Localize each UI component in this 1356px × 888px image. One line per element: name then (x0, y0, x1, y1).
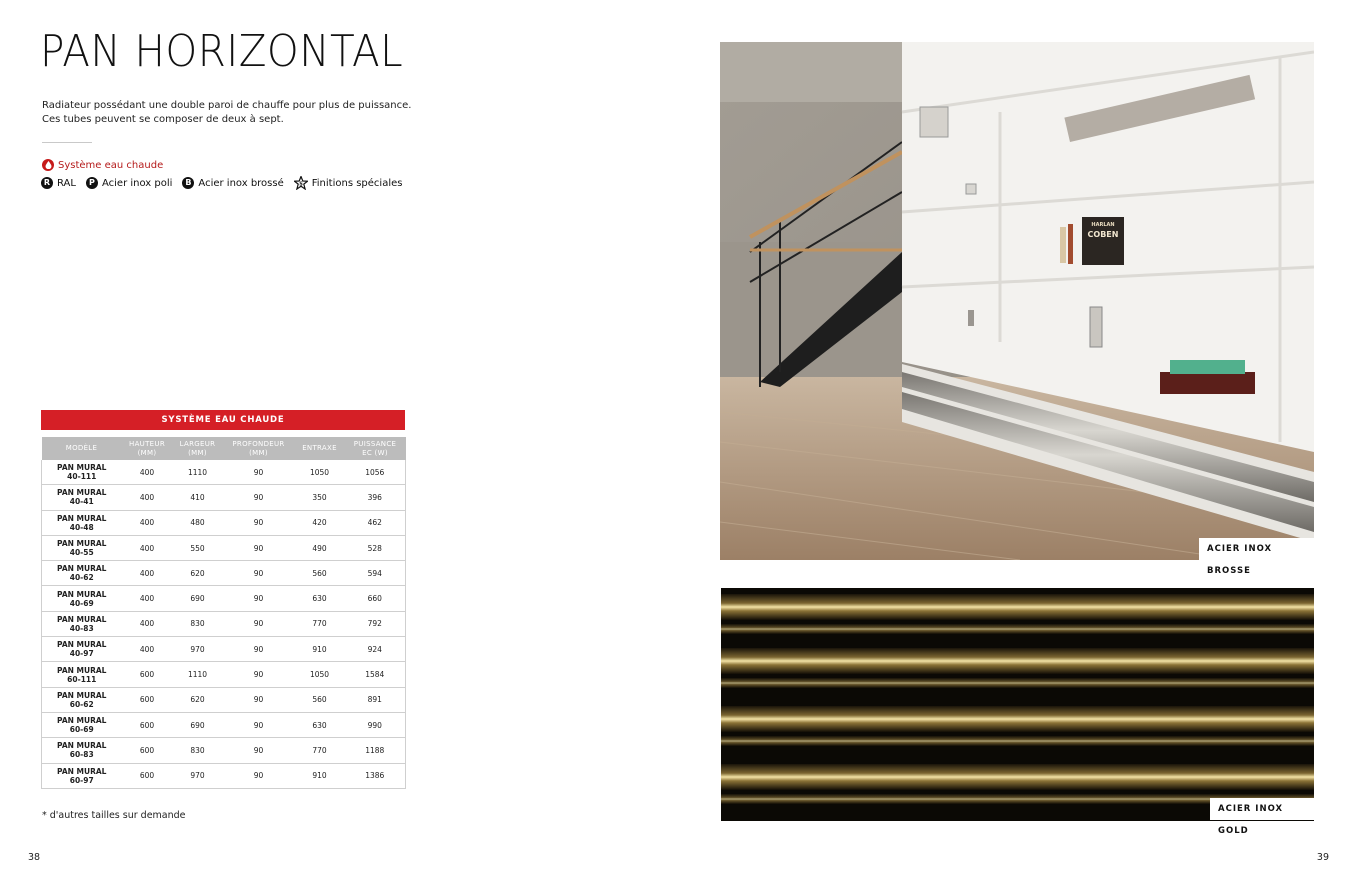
cell-modele: PAN MURAL 40-97 (42, 637, 122, 662)
cell-entraxe: 630 (295, 586, 345, 611)
legend-finish-special (294, 176, 403, 190)
intro-line-2: Ces tubes peuvent se composer de deux à sept. (42, 114, 284, 125)
cell-hauteur: 400 (122, 510, 173, 535)
cell-profondeur: 90 (223, 662, 295, 687)
cell-hauteur: 400 (122, 485, 173, 510)
cell-puissance: 396 (345, 485, 406, 510)
svg-text:S: S (298, 181, 303, 188)
cell-entraxe: 630 (295, 712, 345, 737)
cell-profondeur: 90 (223, 460, 295, 485)
cell-profondeur: 90 (223, 485, 295, 510)
cell-modele: PAN MURAL 60-62 (42, 687, 122, 712)
special-finish-star-icon (294, 176, 308, 190)
cell-entraxe: 910 (295, 763, 345, 788)
cell-largeur: 1110 (173, 460, 223, 485)
cell-puissance: 1584 (345, 662, 406, 687)
cell-hauteur: 600 (122, 763, 173, 788)
cell-largeur: 550 (173, 535, 223, 560)
column-header-largeur: LARGEUR (MM) (173, 437, 223, 460)
cell-puissance: 1056 (345, 460, 406, 485)
cell-modele: PAN MURAL 40-62 (42, 561, 122, 586)
footnote: * d'autres tailles sur demande (42, 810, 186, 821)
cell-modele: PAN MURAL 60-111 (42, 662, 122, 687)
cell-entraxe: 770 (295, 738, 345, 763)
cell-largeur: 690 (173, 586, 223, 611)
spec-table-block (41, 410, 405, 789)
caption-gold: ACIER INOX GOLD (1210, 798, 1314, 820)
table-header-row (42, 437, 406, 460)
table-row (42, 586, 406, 611)
legend-finish-poli (86, 177, 172, 189)
cell-modele: PAN MURAL 40-69 (42, 586, 122, 611)
cell-entraxe: 910 (295, 637, 345, 662)
cell-hauteur: 600 (122, 712, 173, 737)
cell-hauteur: 400 (122, 611, 173, 636)
cell-puissance: 660 (345, 586, 406, 611)
cell-puissance: 1386 (345, 763, 406, 788)
legend-finish-brosse (182, 177, 283, 189)
table-banner: SYSTÈME EAU CHAUDE (41, 410, 405, 430)
table-row (42, 460, 406, 485)
cell-modele: PAN MURAL 60-69 (42, 712, 122, 737)
book-author: HARLAN (1091, 222, 1115, 228)
letter-p-icon: P (86, 177, 98, 189)
legend-finish-label: RAL (57, 177, 76, 189)
interior-photo (720, 42, 1314, 560)
cell-entraxe: 1050 (295, 662, 345, 687)
cell-modele: PAN MURAL 40-48 (42, 510, 122, 535)
cell-profondeur: 90 (223, 611, 295, 636)
cell-hauteur: 600 (122, 738, 173, 763)
cell-entraxe: 420 (295, 510, 345, 535)
cell-entraxe: 560 (295, 561, 345, 586)
table-row (42, 738, 406, 763)
cell-largeur: 410 (173, 485, 223, 510)
cell-entraxe: 1050 (295, 460, 345, 485)
page-number-left: 38 (28, 852, 41, 863)
table-row (42, 535, 406, 560)
table-row (42, 611, 406, 636)
cell-modele: PAN MURAL 40-41 (42, 485, 122, 510)
cell-profondeur: 90 (223, 535, 295, 560)
cell-hauteur: 400 (122, 637, 173, 662)
book-title: COBEN (1087, 230, 1119, 239)
cell-largeur: 690 (173, 712, 223, 737)
cell-modele: PAN MURAL 40-83 (42, 611, 122, 636)
cell-puissance: 990 (345, 712, 406, 737)
cell-profondeur: 90 (223, 712, 295, 737)
cell-profondeur: 90 (223, 510, 295, 535)
cell-puissance: 792 (345, 611, 406, 636)
cell-largeur: 830 (173, 738, 223, 763)
legend-finish-label: Finitions spéciales (311, 177, 403, 189)
column-header-hauteur: HAUTEUR (MM) (122, 437, 173, 460)
legend-finish-label: Acier inox brossé (198, 177, 284, 189)
table-row (42, 662, 406, 687)
cell-entraxe: 560 (295, 687, 345, 712)
cell-profondeur: 90 (223, 637, 295, 662)
column-header-profondeur: PROFONDEUR (MM) (223, 437, 295, 460)
cell-hauteur: 400 (122, 561, 173, 586)
cell-modele: PAN MURAL 60-97 (42, 763, 122, 788)
letter-b-icon: B (182, 177, 194, 189)
cell-profondeur: 90 (223, 561, 295, 586)
cell-entraxe: 350 (295, 485, 345, 510)
cell-hauteur: 400 (122, 535, 173, 560)
cell-puissance: 462 (345, 510, 406, 535)
legend-hot-water (42, 159, 163, 171)
table-row (42, 687, 406, 712)
page-number-right: 39 (1316, 852, 1329, 863)
letter-r-icon: R (41, 177, 53, 189)
cell-hauteur: 400 (122, 460, 173, 485)
cell-modele: PAN MURAL 40-55 (42, 535, 122, 560)
intro-line-1: Radiateur possédant une double paroi de chauffe pour plus de puissance. (42, 100, 412, 111)
column-header-entraxe: ENTRAXE (295, 437, 345, 460)
caption-brosse: ACIER INOX BROSSE (1199, 538, 1314, 560)
table-row (42, 510, 406, 535)
cell-largeur: 970 (173, 637, 223, 662)
cell-hauteur: 600 (122, 687, 173, 712)
cell-modele: PAN MURAL 60-83 (42, 738, 122, 763)
cell-puissance: 1188 (345, 738, 406, 763)
cell-puissance: 528 (345, 535, 406, 560)
spec-table (41, 437, 406, 789)
cell-entraxe: 770 (295, 611, 345, 636)
cell-largeur: 480 (173, 510, 223, 535)
cell-puissance: 594 (345, 561, 406, 586)
table-row (42, 485, 406, 510)
water-drop-icon (42, 159, 54, 171)
divider (42, 142, 92, 143)
cell-largeur: 620 (173, 561, 223, 586)
table-row (42, 763, 406, 788)
cell-largeur: 970 (173, 763, 223, 788)
cell-largeur: 1110 (173, 662, 223, 687)
cell-hauteur: 400 (122, 586, 173, 611)
cell-largeur: 830 (173, 611, 223, 636)
table-row (42, 712, 406, 737)
cell-puissance: 924 (345, 637, 406, 662)
cell-profondeur: 90 (223, 687, 295, 712)
column-header-puissance: PUISSANCE EC (W) (345, 437, 406, 460)
cell-hauteur: 600 (122, 662, 173, 687)
table-row (42, 561, 406, 586)
gold-tubes-photo (721, 588, 1314, 821)
cell-profondeur: 90 (223, 738, 295, 763)
cell-entraxe: 490 (295, 535, 345, 560)
legend-finishes (41, 176, 412, 190)
column-header-modele: MODÈLE (42, 437, 122, 460)
legend-hot-water-label: Système eau chaude (58, 159, 164, 171)
cell-profondeur: 90 (223, 586, 295, 611)
table-row (42, 637, 406, 662)
legend-finish-ral (41, 177, 76, 189)
legend-finish-label: Acier inox poli (101, 177, 173, 189)
page-title: PAN HORIZONTAL (40, 26, 404, 77)
cell-profondeur: 90 (223, 763, 295, 788)
intro-text (42, 99, 422, 127)
cell-modele: PAN MURAL 40-111 (42, 460, 122, 485)
cell-puissance: 891 (345, 687, 406, 712)
cell-largeur: 620 (173, 687, 223, 712)
